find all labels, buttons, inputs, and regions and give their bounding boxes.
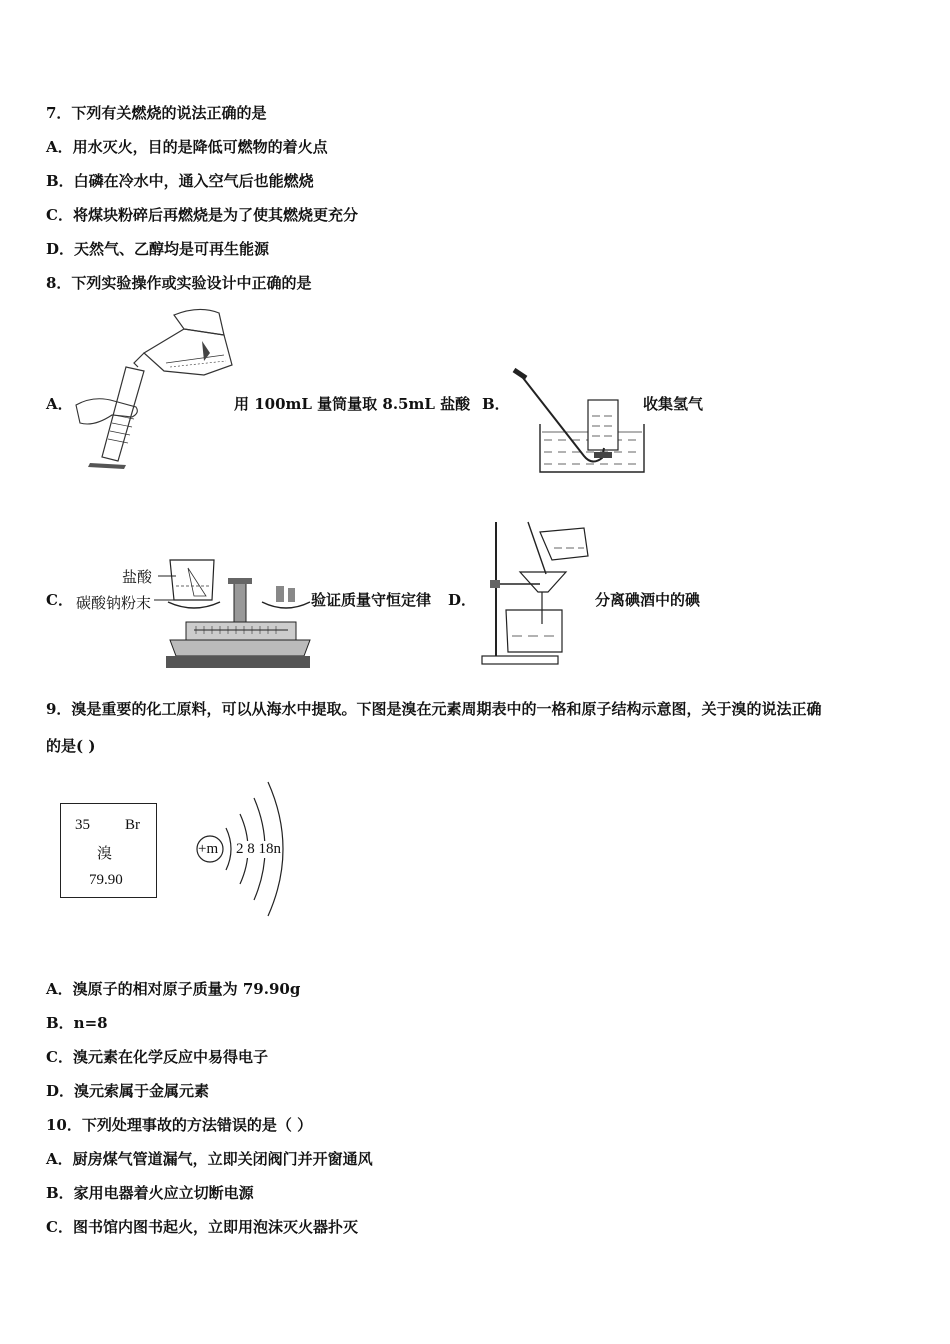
q10-stem: 10．下列处理事故的方法错误的是（ ） — [46, 1116, 313, 1134]
q8-option-b-caption: 收集氢气 — [643, 395, 704, 413]
q8-option-d-caption: 分离碘酒中的碘 — [595, 591, 701, 609]
q8-stem: 8．下列实验操作或实验设计中正确的是 — [46, 274, 312, 292]
q7-option-d: D．天然气、乙醇均是可再生能源 — [46, 240, 270, 258]
q8-option-a-letter: A． — [46, 395, 73, 413]
q8-option-d-letter: D． — [448, 591, 477, 609]
q7-option-b: B．白磷在冷水中，通入空气后也能燃烧 — [46, 172, 314, 190]
element-symbol: Br — [125, 817, 140, 833]
q9-option-c: C．溴元素在化学反应中易得电子 — [46, 1048, 268, 1066]
gas-collection-figure — [512, 368, 652, 474]
q8-option-a-caption: 用 100mL 量筒量取 8.5mL 盐酸 — [234, 395, 471, 413]
q7-option-c: C．将煤块粉碎后再燃烧是为了使其燃烧更充分 — [46, 206, 358, 224]
electron-shells: 2 8 18n — [236, 841, 281, 857]
q8-c-powder-label: 碳酸钠粉末 — [76, 594, 152, 612]
atomic-number: 35 — [75, 817, 90, 833]
atomic-mass: 79.90 — [89, 872, 123, 888]
filtration-setup-figure — [482, 518, 592, 668]
element-name: 溴 — [97, 844, 113, 862]
q8-option-b-letter: B． — [482, 395, 510, 413]
periodic-table-cell — [60, 803, 157, 898]
balance-scale-figure — [164, 556, 310, 670]
q8-c-acid-label: 盐酸 — [122, 568, 153, 586]
q9-option-a: A．溴原子的相对原子质量为 79.90g — [46, 980, 301, 998]
q7-stem: 7．下列有关燃烧的说法正确的是 — [46, 104, 267, 122]
q9-option-d: D．溴元索属于金属元素 — [46, 1082, 210, 1100]
q8-option-c-letter: C． — [46, 591, 73, 609]
q10-option-a: A．厨房煤气管道漏气，立即关闭阀门并开窗通风 — [46, 1150, 373, 1168]
q8-option-c-caption: 验证质量守恒定律 — [311, 591, 432, 609]
q7-option-a: A．用水灭火，目的是降低可燃物的着火点 — [46, 138, 328, 156]
q10-option-b: B．家用电器着火应立切断电源 — [46, 1184, 254, 1202]
q9-stem-line1: 9．溴是重要的化工原料，可以从海水中提取。下图是溴在元素周期表中的一格和原子结构示意图，关于溴的说法正确 — [46, 700, 822, 718]
nucleus-charge: +m — [198, 841, 219, 857]
graduated-cylinder-pouring-figure — [74, 305, 244, 475]
q9-option-b: B．n=8 — [46, 1014, 108, 1032]
q10-option-c: C．图书馆内图书起火，立即用泡沫灭火器扑灭 — [46, 1218, 358, 1236]
q9-stem-line2: 的是( ) — [46, 737, 96, 755]
